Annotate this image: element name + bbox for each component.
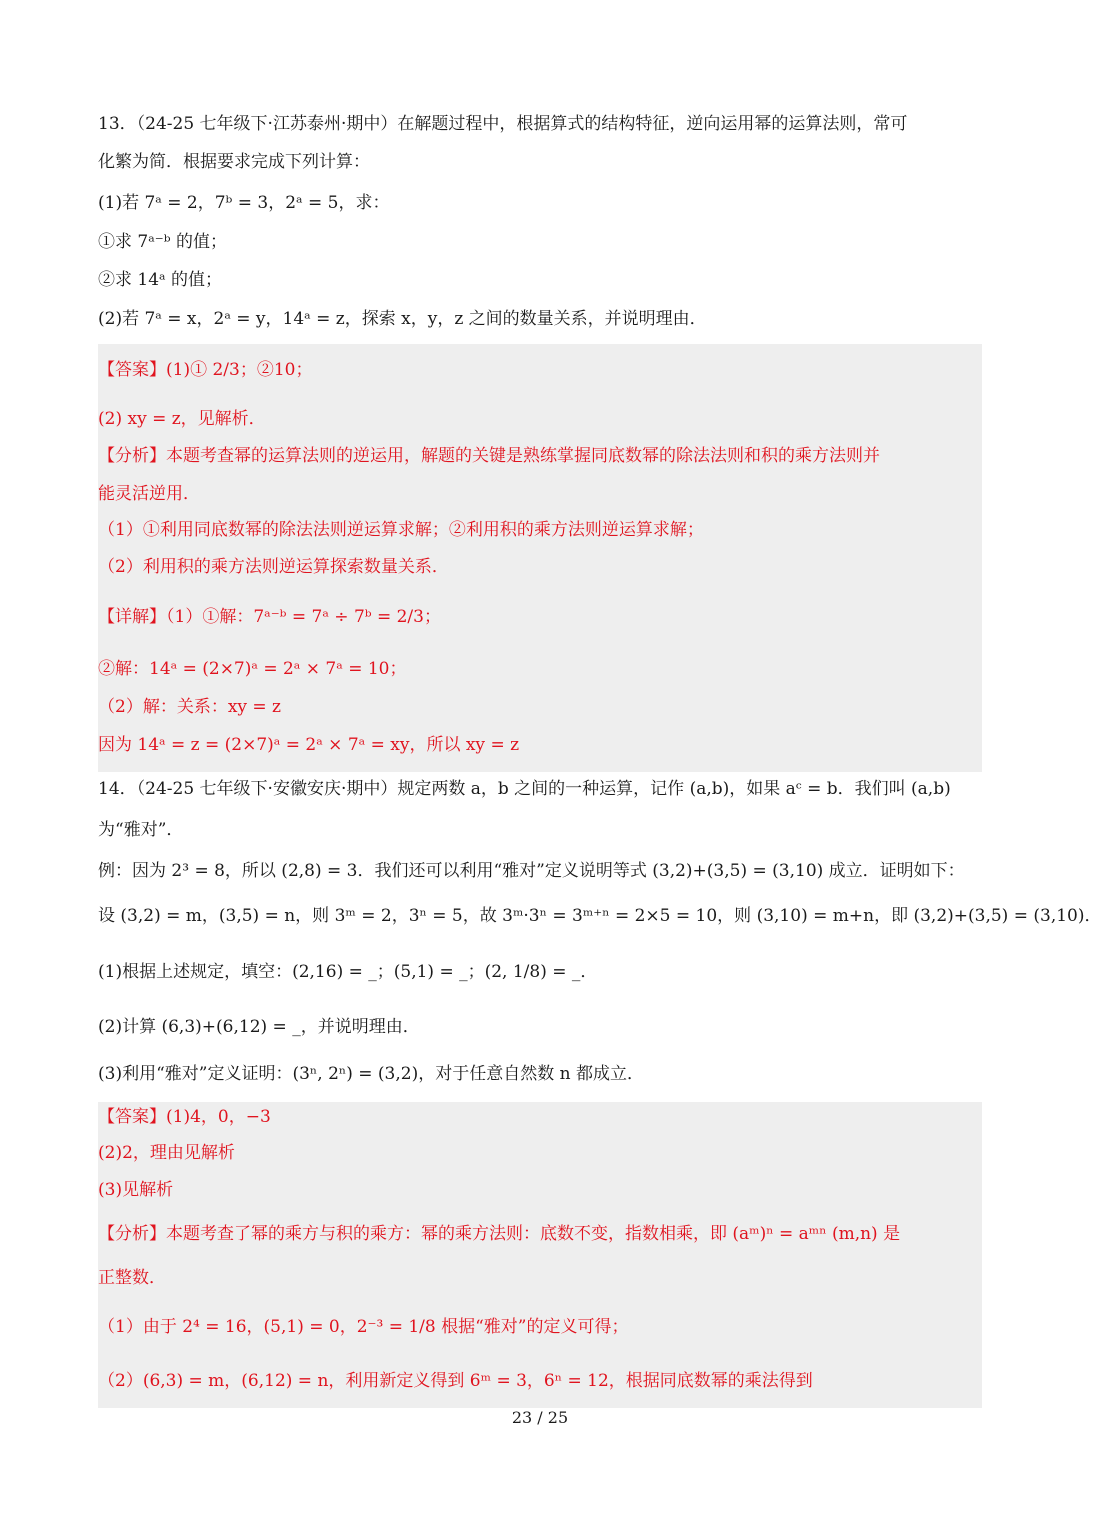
q13-analysis-line-3: （1）①利用同底数幂的除法法则逆运算求解；②利用积的乘方法则逆运算求解；: [98, 520, 704, 540]
q14-answer-line-3: (3)见解析: [98, 1180, 174, 1200]
q14-analysis-line-1: 【分析】本题考查了幂的乘方与积的乘方：幂的乘方法则：底数不变，指数相乘，即 (aᵐ)ⁿ = aᵐⁿ (m,n) 是: [98, 1224, 901, 1244]
q14-part2: (2)计算 (6,3)+(6,12) = _，并说明理由．: [98, 1017, 420, 1037]
q13-analysis-line-4: （2）利用积的乘方法则逆运算探索数量关系．: [98, 557, 449, 577]
q13-analysis-line-1: 【分析】本题考查幂的运算法则的逆运用，解题的关键是熟练掌握同底数幂的除法法则和积的乘方法则并: [98, 446, 880, 466]
q13-detail-line-4: 因为 14ᵃ = z = (2×7)ᵃ = 2ᵃ × 7ᵃ = xy，所以 xy = z: [98, 735, 520, 755]
q13-answer-line-1: 【答案】(1)① 2/3；②10；: [98, 360, 313, 380]
q13-analysis-line-2: 能灵活逆用．: [98, 484, 200, 504]
q14-analysis-line-4: （2）(6,3) = m，(6,12) = n，利用新定义得到 6ᵐ = 3，6ⁿ = 12，根据同底数幂的乘法得到: [98, 1371, 813, 1391]
q13-part1a: ①求 7ᵃ⁻ᵇ 的值；: [98, 232, 227, 252]
q13-answer-line-2: (2) xy = z，见解析．: [98, 409, 266, 429]
q14-analysis-line-2: 正整数．: [98, 1268, 166, 1288]
q14-part3: (3)利用“雅对”定义证明：(3ⁿ, 2ⁿ) = (3,2)，对于任意自然数 n 都成立．: [98, 1064, 644, 1084]
q14-stem-line-1: 14．（24-25 七年级下·安徽安庆·期中）规定两数 a，b 之间的一种运算，记作 (a,b)，如果 aᶜ = b．我们叫 (a,b): [98, 779, 951, 799]
q14-stem-line-2: 为“雅对”．: [98, 820, 184, 840]
q14-example-line-2: 设 (3,2) = m，(3,5) = n，则 3ᵐ = 2，3ⁿ = 5，故 3ᵐ·3ⁿ = 3ᵐ⁺ⁿ = 2×5 = 10，则 (3,10) = m+n，即 (3,2)+(3,5) = (3,10)．: [98, 906, 1101, 926]
q14-answer-line-2: (2)2，理由见解析: [98, 1143, 235, 1163]
page-number: 23 / 25: [511, 1408, 569, 1427]
q13-detail-line-3: （2）解：关系：xy = z: [98, 697, 282, 717]
q14-part1: (1)根据上述规定，填空：(2,16) = _；(5,1) = _；(2, 1/8) = _．: [98, 962, 598, 982]
q13-part1b: ②求 14ᵃ 的值；: [98, 270, 222, 290]
q13-part2: (2)若 7ᵃ = x，2ᵃ = y，14ᵃ = z，探索 x，y，z 之间的数量关系，并说明理由．: [98, 309, 707, 329]
q13-detail-line-2: ②解：14ᵃ = (2×7)ᵃ = 2ᵃ × 7ᵃ = 10；: [98, 659, 407, 679]
q14-analysis-line-3: （1）由于 2⁴ = 16，(5,1) = 0，2⁻³ = 1/8 根据“雅对”的定义可得；: [98, 1317, 629, 1337]
q13-part1: (1)若 7ᵃ = 2，7ᵇ = 3，2ᵃ = 5，求：: [98, 193, 390, 213]
q14-answer-line-1: 【答案】(1)4，0，−3: [98, 1107, 271, 1127]
q13-detail-line-1: 【详解】（1）①解：7ᵃ⁻ᵇ = 7ᵃ ÷ 7ᵇ = 2/3；: [98, 607, 441, 627]
q13-stem-line-2: 化繁为简．根据要求完成下列计算：: [98, 152, 370, 172]
q14-example-line-1: 例：因为 2³ = 8，所以 (2,8) = 3．我们还可以利用“雅对”定义说明等式 (3,2)+(3,5) = (3,10) 成立．证明如下：: [98, 861, 965, 881]
q13-stem-line-1: 13．（24-25 七年级下·江苏泰州·期中）在解题过程中，根据算式的结构特征，逆向运用幂的运算法则，常可: [98, 114, 908, 134]
